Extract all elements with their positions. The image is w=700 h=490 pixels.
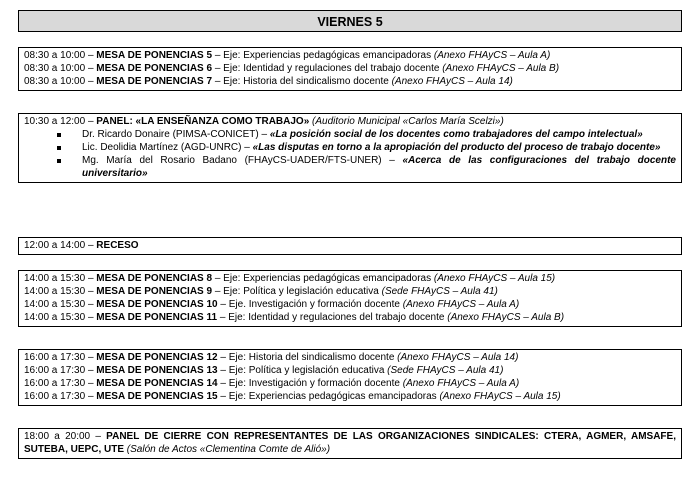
talk-title: «La posición social de los docentes como trabajadores del campo intelectual»: [269, 129, 643, 140]
session-time: 14:00 a 15:30: [24, 312, 86, 323]
session-row: [24, 364, 676, 377]
list-item: [24, 154, 676, 180]
closing-panel-block: [18, 428, 682, 459]
separator: –: [85, 76, 97, 87]
closing-time: 18:00 a 20:00: [24, 431, 91, 442]
bullet-icon: [57, 133, 61, 137]
session-location: (Anexo FHAyCS – Aula 15): [433, 273, 556, 284]
session-title: MESA DE PONENCIAS 9: [96, 286, 213, 297]
session-time: 14:00 a 15:30: [24, 273, 86, 284]
session-block-afternoon-2: [18, 349, 682, 406]
speaker-name: Mg. María del Rosario Badano (FHAyCS-UADER/FTS-UNER) –: [82, 155, 403, 166]
session-axis: – Eje: Historia del sindicalismo docente: [212, 76, 392, 87]
session-time: 08:30 a 10:00: [24, 76, 86, 87]
session-title: MESA DE PONENCIAS 7: [96, 76, 213, 87]
break-block: [18, 237, 682, 255]
session-location: (Anexo FHAyCS – Aula A): [402, 378, 520, 389]
session-time: 08:30 a 10:00: [24, 50, 86, 61]
list-item: [24, 141, 676, 154]
separator: –: [85, 365, 97, 376]
talk-title: «Las disputas en torno a la apropiación del producto del proceso de trabajo docente»: [252, 142, 661, 153]
session-time: 16:00 a 17:30: [24, 352, 86, 363]
closing-title: PANEL DE CIERRE CON REPRESENTANTES DE LAS ORGANIZACIONES SINDICALES: CTERA, AGMER, AMSAFE, SUTEBA, UEPC, UTE: [24, 431, 676, 455]
session-location: (Anexo FHAyCS – Aula 14): [391, 76, 513, 87]
speaker-name: Lic. Deolidia Martínez (AGD-UNRC) –: [82, 142, 253, 153]
session-time: 16:00 a 17:30: [24, 365, 86, 376]
break-row: [24, 239, 676, 252]
session-location: (Anexo FHAyCS – Aula A): [433, 50, 551, 61]
session-title: MESA DE PONENCIAS 13: [96, 365, 218, 376]
separator: –: [85, 312, 97, 323]
session-block-afternoon-1: [18, 270, 682, 327]
break-label: RECESO: [96, 240, 139, 251]
session-location: (Anexo FHAyCS – Aula B): [442, 63, 560, 74]
session-axis: – Eje: Política y legislación educativa: [212, 286, 382, 297]
panel-title: PANEL: «LA ENSEÑANZA COMO TRABAJO»: [96, 116, 310, 127]
session-axis: – Eje. Investigación y formación docente: [217, 299, 403, 310]
session-title: MESA DE PONENCIAS 5: [96, 50, 213, 61]
session-axis: – Eje: Identidad y regulaciones del trabajo docente: [217, 312, 448, 323]
session-row: [24, 75, 676, 88]
break-time: 12:00 a 14:00: [24, 240, 86, 251]
session-row: [24, 390, 676, 403]
session-title: MESA DE PONENCIAS 15: [96, 391, 218, 402]
session-location: (Sede FHAyCS – Aula 41): [381, 286, 498, 297]
session-axis: – Eje: Política y legislación educativa: [217, 365, 388, 376]
separator: –: [90, 431, 107, 442]
closing-location: (Salón de Actos «Clementina Comte de Alió»): [124, 444, 331, 455]
separator: –: [85, 391, 97, 402]
session-axis: – Eje: Identidad y regulaciones del trabajo docente: [212, 63, 443, 74]
session-time: 16:00 a 17:30: [24, 378, 86, 389]
session-time: 14:00 a 15:30: [24, 286, 86, 297]
separator: –: [85, 63, 97, 74]
session-list: [24, 49, 676, 88]
session-axis: – Eje: Experiencias pedagógicas emancipadoras: [212, 50, 434, 61]
separator: –: [85, 240, 97, 251]
session-location: (Anexo FHAyCS – Aula B): [447, 312, 565, 323]
separator: –: [85, 286, 97, 297]
session-title: MESA DE PONENCIAS 6: [96, 63, 213, 74]
session-row: [24, 272, 676, 285]
talk-title: «Acerca de las configuraciones del trabajo docente universitario»: [82, 155, 676, 179]
separator: –: [85, 299, 97, 310]
panel-row: [24, 115, 676, 128]
speaker-name: Dr. Ricardo Donaire (PIMSA-CONICET) –: [82, 129, 270, 140]
session-title: MESA DE PONENCIAS 8: [96, 273, 213, 284]
session-time: 16:00 a 17:30: [24, 391, 86, 402]
session-row: [24, 298, 676, 311]
session-axis: – Eje: Investigación y formación docente: [217, 378, 403, 389]
separator: –: [85, 50, 97, 61]
panel-block: [18, 113, 682, 183]
session-row: [24, 62, 676, 75]
panel-time: 10:30 a 12:00: [24, 116, 86, 127]
session-row: [24, 49, 676, 62]
session-block-morning: [18, 47, 682, 91]
session-title: MESA DE PONENCIAS 12: [96, 352, 218, 363]
speaker-list: [24, 128, 676, 180]
session-title: MESA DE PONENCIAS 10: [96, 299, 218, 310]
session-location: (Anexo FHAyCS – Aula 15): [439, 391, 561, 402]
session-row: [24, 311, 676, 324]
day-title: VIERNES 5: [18, 10, 682, 32]
session-row: [24, 351, 676, 364]
session-time: 08:30 a 10:00: [24, 63, 86, 74]
separator: –: [85, 352, 97, 363]
session-location: (Sede FHAyCS – Aula 41): [387, 365, 504, 376]
closing-panel-row: [24, 430, 676, 456]
session-location: (Anexo FHAyCS – Aula 14): [397, 352, 519, 363]
session-axis: – Eje: Historia del sindicalismo docente: [217, 352, 398, 363]
bullet-icon: [57, 146, 61, 150]
separator: –: [85, 273, 97, 284]
session-row: [24, 377, 676, 390]
separator: –: [85, 116, 97, 127]
session-title: MESA DE PONENCIAS 11: [96, 312, 218, 323]
list-item: [24, 128, 676, 141]
session-axis: – Eje: Experiencias pedagógicas emancipadoras: [217, 391, 440, 402]
bullet-icon: [57, 159, 61, 163]
session-title: MESA DE PONENCIAS 14: [96, 378, 218, 389]
session-location: (Anexo FHAyCS – Aula A): [402, 299, 520, 310]
session-row: [24, 285, 676, 298]
separator: –: [85, 378, 97, 389]
panel-location: (Auditorio Municipal «Carlos María Scelzi»): [309, 116, 504, 127]
session-time: 14:00 a 15:30: [24, 299, 86, 310]
session-axis: – Eje: Experiencias pedagógicas emancipadoras: [212, 273, 434, 284]
